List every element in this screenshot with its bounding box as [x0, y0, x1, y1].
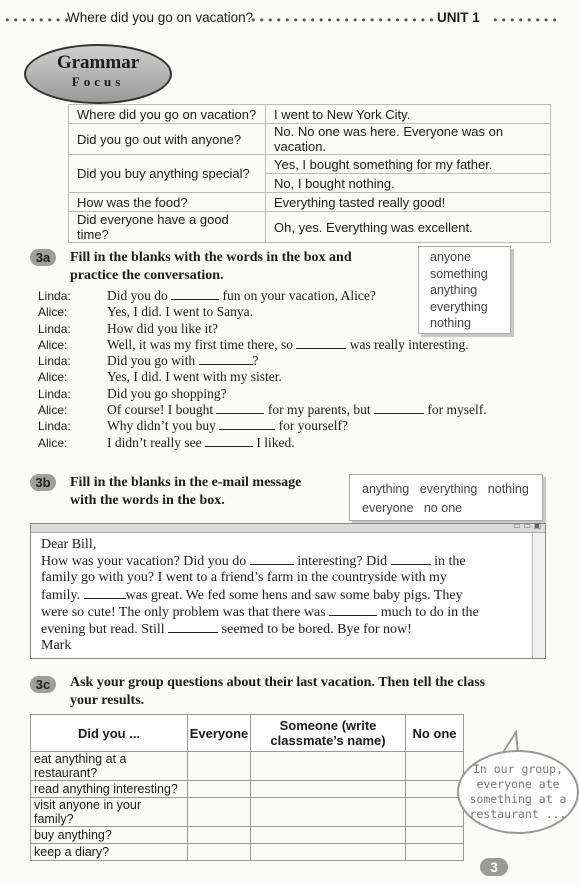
survey-question: eat anything at a restaurant?: [31, 752, 188, 781]
dialogue-line: [38, 353, 487, 369]
word-everyone: everyone: [362, 501, 414, 515]
header-dots-right: ••••••••: [492, 14, 560, 27]
word-box-3b: [349, 474, 543, 521]
exercise-label-3b: 3b: [30, 474, 56, 491]
instruction-line: with the words in the box.: [70, 493, 225, 508]
answer-cell[interactable]: [188, 798, 251, 827]
dialogue-fragment: Did you go with: [107, 353, 199, 369]
answer-cell[interactable]: [251, 827, 406, 844]
answer-blank[interactable]: [219, 418, 275, 430]
dialogue-text: [107, 321, 218, 337]
column-header: Did you ...: [31, 715, 188, 752]
table-row: [69, 105, 551, 124]
speaker-label: Linda:: [38, 321, 71, 336]
table-row: [31, 844, 464, 861]
dialogue-line: [38, 337, 487, 353]
table-row: [31, 752, 464, 781]
email-scrollbar[interactable]: [532, 533, 545, 658]
exercise-label-3c: 3c: [30, 676, 56, 693]
email-title-bar: [31, 521, 545, 533]
table-row: [31, 781, 464, 798]
table-row: [69, 193, 551, 212]
survey-table: [30, 714, 464, 861]
answer-blank[interactable]: [296, 337, 346, 349]
header-dots-mid: ••••••••••••••••••••••: [250, 14, 437, 27]
speaker-label: Linda:: [38, 386, 71, 401]
dialogue-text: [107, 402, 487, 418]
dialogue-fragment: for yourself?: [275, 418, 348, 434]
dialogue-fragment: ?: [252, 353, 259, 369]
exercise-3c-instruction: [70, 674, 485, 710]
word-no-one: no one: [423, 501, 463, 515]
bubble-line: something at a: [469, 792, 567, 806]
answer-cell[interactable]: [251, 752, 406, 781]
instruction-line: practice the conversation.: [70, 268, 224, 283]
grammar-question: Did you go out with anyone?: [69, 124, 266, 155]
answer-blank[interactable]: [250, 553, 294, 565]
dialogue-fragment: I didn’t really see: [107, 434, 205, 450]
word-anything: anything: [430, 283, 478, 297]
grammar-answer: Everything tasted really good!: [266, 193, 551, 212]
instruction-line: Fill in the blanks in the e-mail message: [70, 475, 302, 490]
dialogue-fragment: Well, it was my first time there, so: [107, 336, 297, 352]
exercise-3b-instruction: [70, 474, 301, 510]
email-fragment: interesting? Did: [293, 554, 391, 570]
speaker-label: Alice:: [38, 337, 68, 352]
email-window: [30, 523, 546, 659]
email-fragment: evening but read. Still: [41, 622, 169, 638]
word-anything: anything: [362, 482, 410, 496]
grammar-question: Did you buy anything special?: [69, 155, 266, 193]
answer-blank[interactable]: [374, 402, 424, 414]
email-fragment: were so cute! The only problem was that there was: [41, 604, 330, 620]
dialogue-line: [38, 369, 487, 385]
grammar-question: Did everyone have a good time?: [69, 212, 266, 243]
column-header: No one: [406, 715, 464, 752]
email-body: [41, 537, 523, 654]
dialogue-line: [38, 418, 487, 434]
speaker-label: Linda:: [38, 419, 71, 434]
grammar-question: Where did you go on vacation?: [69, 105, 266, 124]
column-header: Someone (write classmate’s name): [251, 715, 406, 752]
email-line: [41, 604, 523, 621]
dialogue-fragment: Did you do: [107, 288, 172, 303]
dialogue-line: [38, 435, 487, 451]
dialogue-line: [38, 321, 487, 337]
dialogue-fragment: was really interesting.: [346, 336, 469, 352]
page-number: 3: [480, 858, 508, 876]
email-fragment: Mark: [41, 638, 72, 654]
speaker-label: Linda:: [38, 354, 71, 369]
email-line: [41, 553, 523, 570]
bubble-line: In our group,: [472, 762, 563, 776]
column-header: Everyone: [188, 715, 251, 752]
email-fragment: much to do in the: [377, 604, 479, 620]
survey-header-row: [31, 715, 464, 752]
exercise-label-3a: 3a: [30, 249, 56, 266]
answer-blank[interactable]: [205, 435, 253, 447]
answer-blank[interactable]: [391, 553, 431, 565]
dialogue-fragment: Of course! I bought: [107, 402, 217, 418]
dialogue-fragment: Did you go shopping?: [107, 385, 227, 401]
email-line: [41, 621, 523, 638]
answer-cell[interactable]: [251, 781, 406, 798]
page-header-title: Where did you go on vacation?: [67, 10, 254, 25]
dialogue-text: [107, 288, 376, 304]
answer-cell[interactable]: [188, 827, 251, 844]
dialogue-line: [38, 304, 487, 320]
word-nothing: nothing: [430, 316, 472, 330]
table-row: [69, 155, 551, 174]
grammar-question: How was the food?: [69, 193, 266, 212]
answer-blank[interactable]: [84, 587, 126, 599]
word-something: something: [430, 266, 488, 281]
answer-cell[interactable]: [406, 781, 464, 798]
answer-cell[interactable]: [188, 844, 251, 861]
answer-blank[interactable]: [199, 353, 253, 365]
word-everything: everything: [419, 482, 478, 496]
email-fragment: Dear Bill,: [41, 537, 97, 552]
dialogue-fragment: How did you like it?: [107, 320, 218, 336]
email-fragment: family.: [41, 587, 84, 603]
answer-blank[interactable]: [329, 604, 377, 616]
table-row: [69, 124, 551, 155]
answer-cell[interactable]: [406, 844, 464, 861]
dialogue-text: [107, 337, 469, 353]
answer-cell[interactable]: [251, 798, 406, 827]
dialogue-text: [107, 304, 253, 320]
grammar-answer: No, I bought nothing.: [266, 174, 551, 193]
word-row: [362, 499, 542, 518]
instruction-line: your results.: [70, 693, 145, 708]
survey-question: buy anything?: [31, 827, 188, 844]
dialogue-fragment: Yes, I did. I went to Sanya.: [107, 304, 253, 320]
dialogue-text: [107, 369, 282, 385]
grammar-answer: I went to New York City.: [266, 105, 551, 124]
email-fragment: in the: [430, 554, 466, 570]
instruction-line: Ask your group questions about their last vacation. Then tell the class: [70, 675, 486, 690]
exercise-3a-instruction: [70, 249, 352, 285]
dialogue-text: [107, 418, 348, 434]
speaker-label: Alice:: [38, 403, 68, 418]
dialogue-fragment: fun on your vacation, Alice?: [219, 288, 376, 303]
answer-blank[interactable]: [216, 402, 264, 414]
table-row: [31, 798, 464, 827]
grammar-answer: Yes, I bought something for my father.: [266, 155, 551, 174]
dialogue-line: [38, 288, 487, 304]
answer-cell[interactable]: [406, 827, 464, 844]
bubble-line: restaurant ...: [469, 807, 567, 821]
dialogue-line: [38, 386, 487, 402]
survey-question: read anything interesting?: [31, 781, 188, 798]
survey-question: visit anyone in your family?: [31, 798, 188, 827]
dialogue-fragment: for my parents, but: [264, 402, 374, 418]
email-line: [41, 570, 523, 586]
email-line: [41, 537, 523, 553]
answer-cell[interactable]: [188, 752, 251, 781]
dialogue-text: [107, 435, 295, 451]
table-row: [69, 212, 551, 243]
speaker-label: Alice:: [38, 305, 68, 320]
answer-cell[interactable]: [251, 844, 406, 861]
grammar-answer: No. No one was here. Everyone was on vacation.: [266, 124, 551, 155]
answer-cell[interactable]: [406, 798, 464, 827]
grammar-focus-badge: [24, 44, 172, 104]
email-line: [41, 587, 523, 604]
unit-label: UNIT 1: [437, 10, 480, 25]
answer-blank[interactable]: [171, 288, 219, 300]
grammar-table: [68, 104, 551, 243]
email-fragment: How was your vacation? Did you do: [41, 554, 250, 570]
header-dots-left: ••••••••: [4, 14, 72, 27]
answer-blank[interactable]: [168, 621, 218, 633]
dialogue-3a: [38, 288, 487, 451]
answer-cell[interactable]: [406, 752, 464, 781]
survey-question: keep a diary?: [31, 844, 188, 861]
grammar-answer: Oh, yes. Everything was excellent.: [266, 212, 551, 243]
badge-subtitle: Focus: [71, 74, 125, 89]
email-line: [41, 638, 523, 654]
table-row: [31, 827, 464, 844]
speaker-label: Alice:: [38, 435, 68, 450]
speech-bubble: [457, 750, 579, 834]
dialogue-fragment: for myself.: [423, 402, 487, 418]
dialogue-fragment: Why didn’t you buy: [107, 418, 220, 434]
answer-cell[interactable]: [188, 781, 251, 798]
email-fragment: family go with you? I went to a friend’s farm in the countryside with my: [41, 570, 447, 586]
word-everything: everything: [430, 299, 488, 314]
bubble-line: everyone ate: [476, 777, 560, 791]
window-controls-icon: ▭ ▭ ▣: [513, 521, 541, 530]
speaker-label: Linda:: [38, 289, 71, 303]
dialogue-fragment: I liked.: [252, 434, 295, 450]
instruction-line: Fill in the blanks with the words in the box and: [70, 250, 352, 265]
speaker-label: Alice:: [38, 370, 68, 385]
email-fragment: seemed to be bored. Bye for now!: [218, 622, 412, 638]
dialogue-fragment: Yes, I did. I went with my sister.: [107, 369, 282, 385]
word-row: [362, 480, 542, 499]
word-nothing: nothing: [487, 482, 529, 496]
dialogue-text: [107, 386, 227, 402]
badge-title: Grammar: [56, 52, 140, 73]
word-anyone: anyone: [430, 250, 472, 264]
email-fragment: was great. We fed some hens and saw some baby pigs. They: [125, 587, 463, 603]
dialogue-text: [107, 353, 259, 369]
dialogue-line: [38, 402, 487, 418]
